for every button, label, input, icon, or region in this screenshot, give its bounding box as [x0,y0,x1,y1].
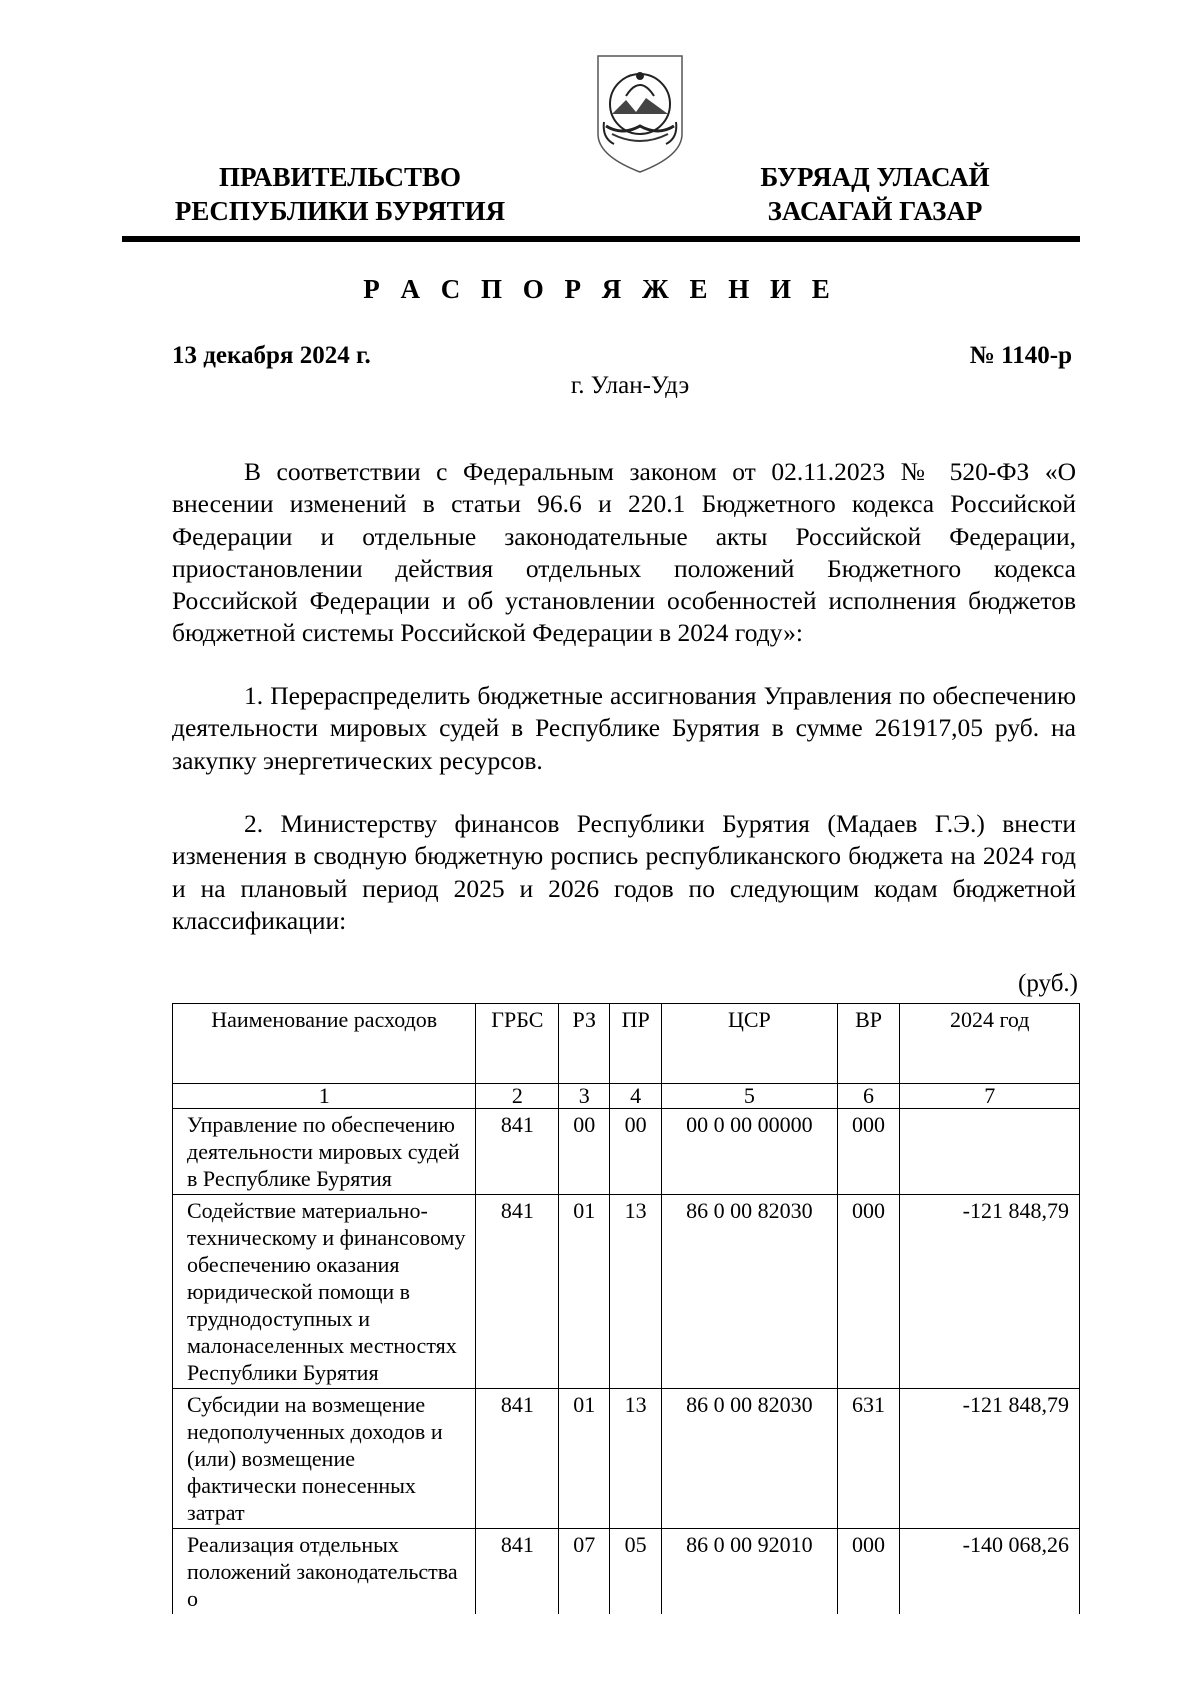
issuer-ru [160,160,520,228]
vr-cell: 000 [837,1529,900,1615]
issuer-bua-line2: ЗАСАГАЙ ГАЗАР [767,196,983,226]
vr-cell: 000 [837,1195,900,1389]
vr-cell: 631 [837,1389,900,1529]
item-1-paragraph: 1. Перераспределить бюджетные ассигнования Управления по обеспечению деятельности мировых судей в Республике Бурятия в сумме 261917,05 руб. на закупку энергетических ресурсов. [172,681,1076,775]
coat-of-arms-emblem [592,52,688,176]
column-number: 7 [900,1084,1080,1109]
grbs-cell: 841 [476,1389,559,1529]
rz-cell: 00 [559,1109,610,1195]
issuer-ru-line1: ПРАВИТЕЛЬСТВО [218,162,462,192]
amount-cell: -121 848,79 [900,1389,1080,1529]
header-cell: ЦСР [662,1004,837,1084]
column-number: 1 [173,1084,476,1109]
rz-cell: 07 [559,1529,610,1615]
table-row [173,1195,1080,1389]
document-number: № 1140-р [969,342,1072,369]
column-number: 5 [662,1084,837,1109]
column-number: 4 [610,1084,662,1109]
header-cell: РЗ [559,1004,610,1084]
header-divider [122,236,1080,242]
vr-cell: 000 [837,1109,900,1195]
expense-name: Реализация отдельных положений законодательства о [173,1529,476,1615]
column-number-row [173,1084,1080,1109]
column-number: 6 [837,1084,900,1109]
preamble-paragraph: В соответствии с Федеральным законом от 02.11.2023 № 520-ФЗ «О внесении изменений в статьи 96.6 и 220.1 Бюджетного кодекса Российской Федерации и отдельные законодательные акты Российской Федерации, приостановлении действия отдельных положений Бюджетного кодекса Российской Федерации и об установлении особенностей исполнения бюджетов бюджетной системы Российской Федерации в 2024 году»: [172,457,1076,648]
rz-cell: 01 [559,1389,610,1529]
table-row [173,1109,1080,1195]
grbs-cell: 841 [476,1109,559,1195]
budget-table [172,1003,1080,1614]
pr-cell: 13 [610,1195,662,1389]
table-row [173,1529,1080,1615]
csr-cell: 86 0 00 82030 [662,1389,837,1529]
rz-cell: 01 [559,1195,610,1389]
issuer-ru-line2: РЕСПУБЛИКИ БУРЯТИЯ [174,196,506,226]
pr-cell: 00 [610,1109,662,1195]
pr-cell: 13 [610,1389,662,1529]
amount-cell: -140 068,26 [900,1529,1080,1615]
grbs-cell: 841 [476,1529,559,1615]
expense-name: Содействие материально-техническому и финансовому обеспечению оказания юридической помощи в труднодоступных и малонаселенных местностях Республики Бурятия [173,1195,476,1389]
expense-name: Субсидии на возмещение недополученных доходов и (или) возмещение фактически понесенных затрат [173,1389,476,1529]
csr-cell: 00 0 00 00000 [662,1109,837,1195]
header-cell: 2024 год [900,1004,1080,1084]
header-cell: Наименование расходов [173,1004,476,1084]
document-city: г. Улан-Удэ [570,372,690,399]
expense-name: Управление по обеспечению деятельности мировых судей в Республике Бурятия [173,1109,476,1195]
document-type: Р А С П О Р Я Ж Е Н И Е [363,274,837,304]
amount-cell: -121 848,79 [900,1195,1080,1389]
header-cell: ГРБС [476,1004,559,1084]
csr-cell: 86 0 00 82030 [662,1195,837,1389]
amount-cell [900,1109,1080,1195]
table-header-row [173,1004,1080,1084]
issuer-bua-line1: БУРЯАД УЛАСАЙ [760,162,990,192]
table-unit: (руб.) [1018,970,1078,997]
csr-cell: 86 0 00 92010 [662,1529,837,1615]
grbs-cell: 841 [476,1195,559,1389]
document-date: 13 декабря 2024 г. [172,342,371,369]
item-2-paragraph: 2. Министерству финансов Республики Бурятия (Мадаев Г.Э.) внести изменения в сводную бюджетную роспись республиканского бюджета на 2024 год и на плановый период 2025 и 2026 годов по следующим кодам бюджетной классификации: [172,809,1076,935]
pr-cell: 05 [610,1529,662,1615]
issuer-bua [690,160,1060,228]
table-row [173,1389,1080,1529]
header-cell: ПР [610,1004,662,1084]
column-number: 3 [559,1084,610,1109]
column-number: 2 [476,1084,559,1109]
header-cell: ВР [837,1004,900,1084]
